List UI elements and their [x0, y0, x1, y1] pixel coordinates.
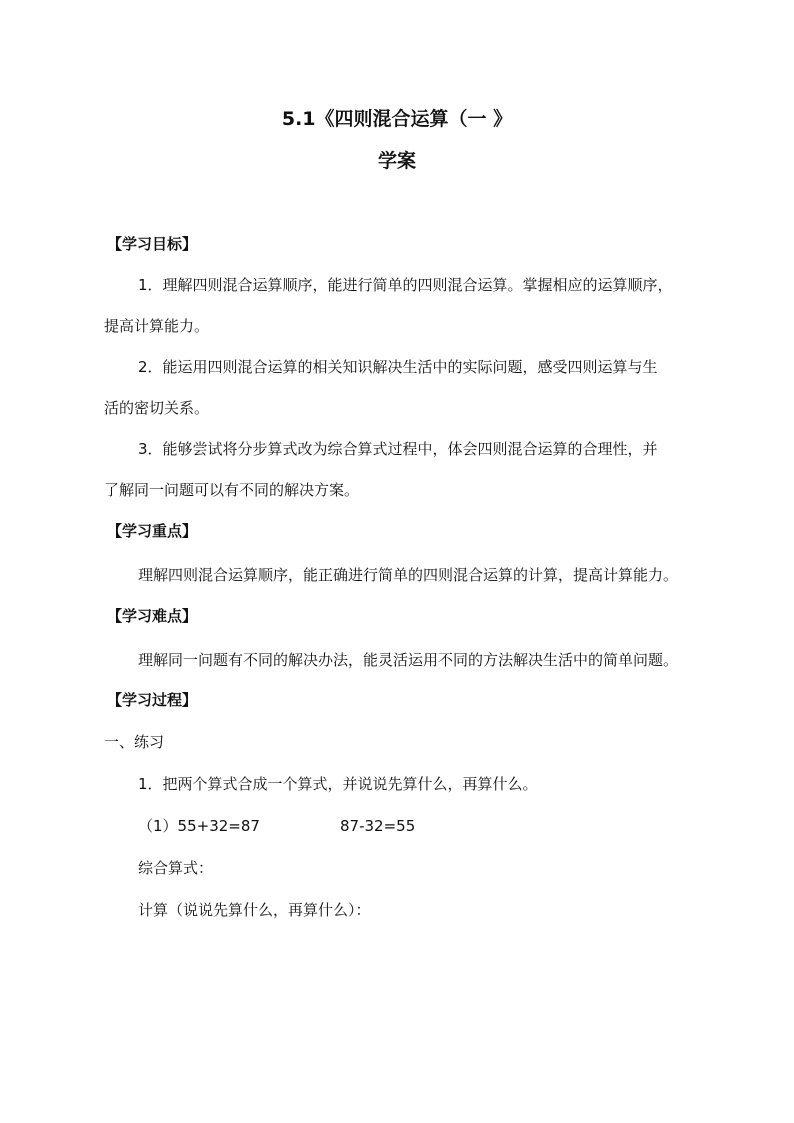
question-1: 1．把两个算式合成一个算式，并说说先算什么，再算什么。: [138, 775, 538, 793]
process-part-1: 一、练习: [104, 733, 165, 751]
question-1-equation-1: （1）55+32=87: [138, 817, 260, 835]
goal-item-2-line-1: 2．能运用四则混合运算的相关知识解决生活中的实际问题，感受四则运算与生: [138, 358, 658, 376]
section-heading-process: 【学习过程】: [107, 691, 198, 709]
goal-item-1-line-1: 1．理解四则混合运算顺序，能进行简单的四则混合运算。掌握相应的运算顺序，: [138, 276, 673, 294]
goal-item-2-line-2: 活的密切关系。: [104, 399, 210, 417]
key-points-text: 理解四则混合运算顺序，能正确进行简单的四则混合运算的计算，提高计算能力。: [138, 566, 679, 584]
document-subtitle: 学案: [377, 150, 416, 172]
calculation-label: 计算（说说先算什么，再算什么）：: [138, 901, 371, 919]
section-heading-goals: 【学习目标】: [107, 235, 198, 253]
question-1-equation-2: 87-32=55: [340, 817, 416, 835]
goal-item-3-line-1: 3．能够尝试将分步算式改为综合算式过程中，体会四则混合运算的合理性，并: [138, 440, 658, 458]
document-title: 5.1《四则混合运算（一 》: [281, 108, 513, 130]
goal-item-3-line-2: 了解同一问题可以有不同的解决方案。: [104, 481, 360, 499]
difficulties-text: 理解同一问题有不同的解决办法，能灵活运用不同的方法解决生活中的简单问题。: [138, 651, 679, 669]
section-heading-key-points: 【学习重点】: [107, 522, 198, 540]
combined-formula-label: 综合算式：: [138, 859, 214, 877]
goal-item-1-line-2: 提高计算能力。: [104, 317, 210, 335]
section-heading-difficulties: 【学习难点】: [107, 607, 198, 625]
